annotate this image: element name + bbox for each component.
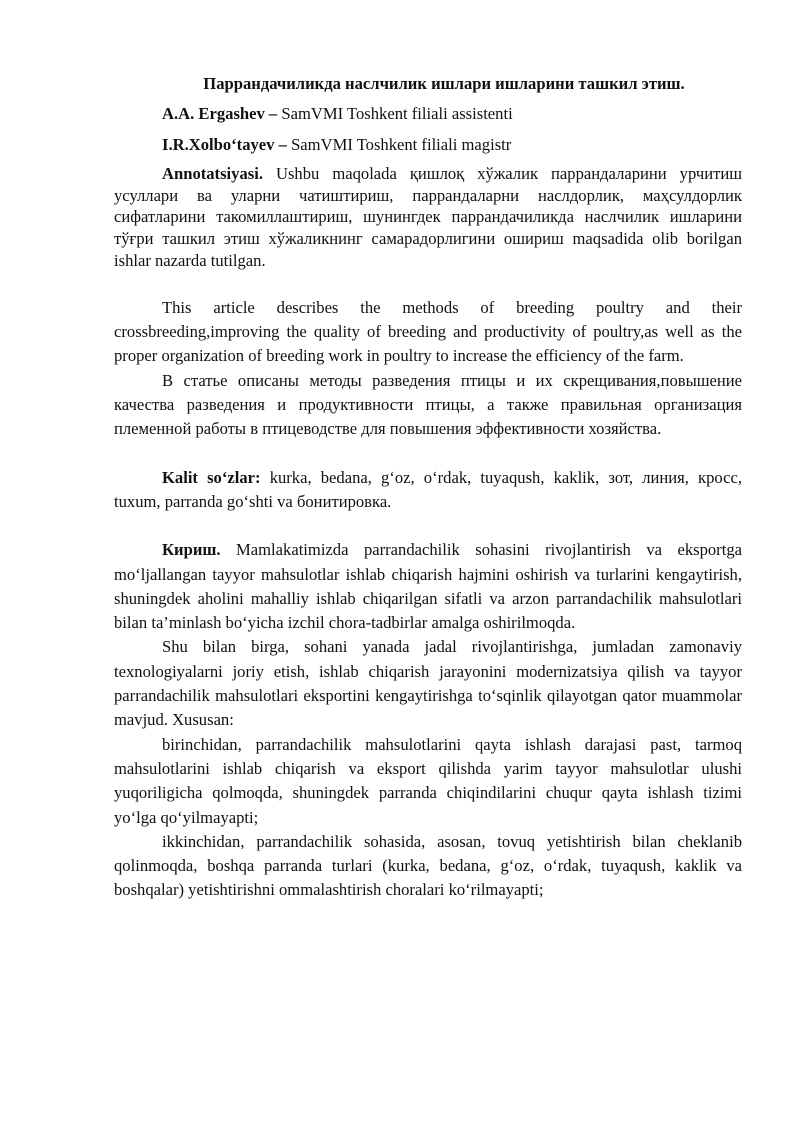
keywords-text: kurka, bedana, g‘oz, o‘rdak, tuyaqush, kaklik, зот, линия, кросс, tuxum, parranda go‘shti va бонитировка. <box>114 467 742 511</box>
author-affiliation-2: SamVMI Toshkent filiali magistr <box>291 134 512 154</box>
body-paragraph-3: ikkinchidan, parrandachilik sohasida, asosan, tovuq yetishtirish bilan cheklanib qolinmoqda, boshqa parranda turlari (kurka, bedana, g‘oz, o‘rdak, tuyaqush, kaklik va boshqalar) yetishtirishni ommalashtirish choralari ko‘rilmayapti; <box>114 831 742 900</box>
page-title: Паррандачиликда наслчилик ишлари ишларини ташкил этиш. <box>203 74 685 93</box>
abstract-english: This article describes the methods of breeding poultry and their crossbreeding,improving the quality of breeding and productivity of poultry,as well as the proper organization of breeding work in poultry to increase the efficiency of the farm. <box>114 297 742 366</box>
author-line-2 <box>114 133 742 157</box>
document-page <box>114 72 742 903</box>
intro-text: Mamlakatimizda parrandachilik sohasini rivojlantirish va eksportga mo‘ljallangan tayyor mahsulotlar ishlab chiqarish hajmini oshirish va turlarini kengaytirish, shuningdek aholini mahalliy ishlab chiqarilgan sifatli va arzon parrandachilik mahsulotlari bilan ta’minlash bo‘yicha izchil chora-tadbirlar amalga oshirilmoqda. <box>114 540 742 633</box>
author-line-1 <box>114 102 742 126</box>
keywords-label: Kalit so‘zlar: <box>162 467 261 487</box>
body-paragraph-2: birinchidan, parrandachilik mahsulotlarini qayta ishlash darajasi past, tarmoq mahsulotlarini ishlab chiqarish va eksport qilishda yarim tayyor mahsulotlar ulushi yuqoriligicha qolmoqda, shuningdek parranda chiqindilarini chuqur qayta ishlash tizimi yo‘lga qo‘yilmayapti; <box>114 734 742 827</box>
keywords-paragraph <box>114 466 742 515</box>
intro-label: Кириш. <box>162 540 221 560</box>
body-paragraph-1: Shu bilan birga, sohani yanada jadal rivojlantirishga, jumladan zamonaviy texnologiyalarni joriy etish, ishlab chiqarish jarayonini modernizatsiya qilish va tayyor parrandachilik mahsulotlari eksportini kengaytirishga to‘sqinlik qilayotgan qator muammolar mavjud. Xususan: <box>114 637 742 730</box>
spacer <box>114 442 742 466</box>
spacer <box>114 272 742 296</box>
spacer <box>114 514 742 538</box>
author-name-2: I.R.Xolbo‘tayev – <box>162 134 287 154</box>
intro-paragraph <box>114 538 742 635</box>
annotation-label: Annotatsiyasi. <box>162 163 263 183</box>
annotation-text: Ushbu maqolada қишлоқ хўжалик паррандаларини урчитиш усуллари ва уларни чатиштириш, паррандаларни наслдорлик, маҳсулдорлик сифатларини такомиллаштириш, шунингдек паррандачиликда наслчилик ишларини тўғри ташкил этиш хўжаликнинг самарадорлигини ошириш maqsadida olib borilgan ishlar nazarda tutilgan. <box>114 163 742 271</box>
annotation-paragraph <box>114 163 742 272</box>
author-affiliation-1: SamVMI Toshkent filiali assistenti <box>281 104 513 124</box>
abstract-russian: В статье описаны методы разведения птицы и их скрещивания,повышение качества разведения и продуктивности птицы, а также правильная организация племенной работы в птицеводстве для повышения эффективности хозяйства. <box>114 370 742 439</box>
author-name-1: A.A. Ergashev – <box>162 104 278 124</box>
